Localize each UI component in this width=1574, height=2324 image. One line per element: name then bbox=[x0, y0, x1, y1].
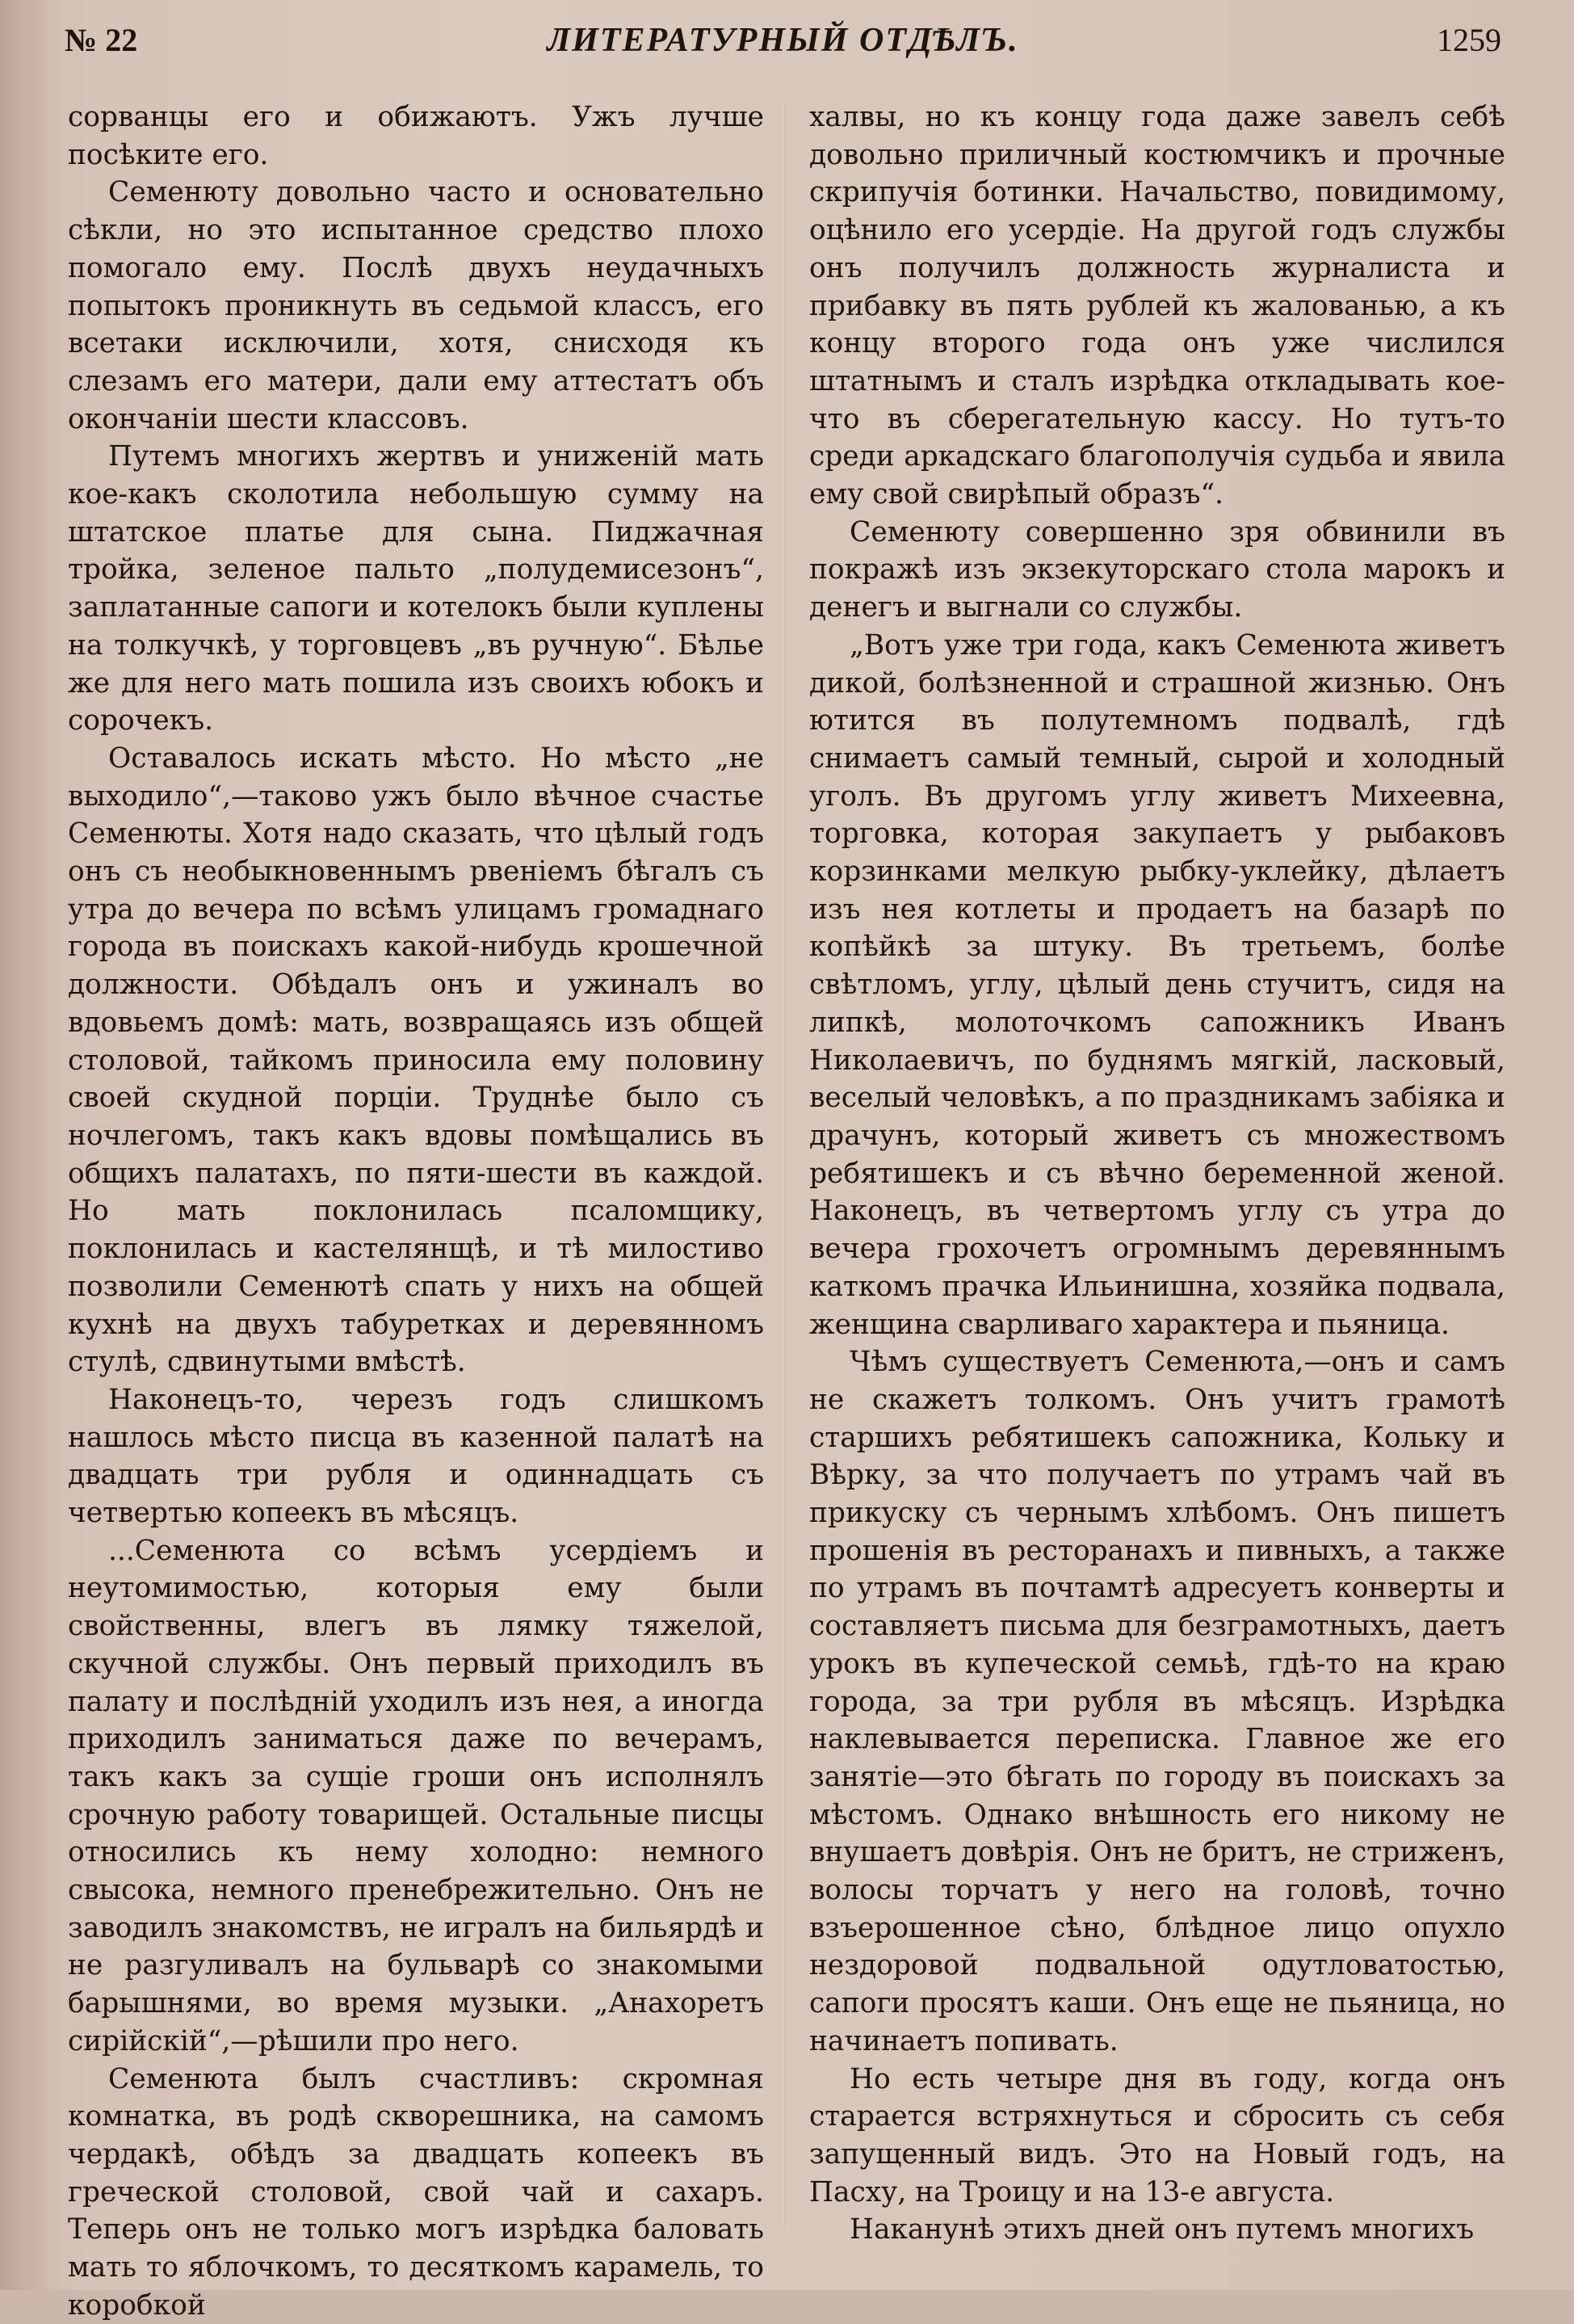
paragraph: Но есть четыре дня въ году, когда онъ старается встряхнуться и сбросить съ себя запущенный видъ. Это на Новый годъ, на Пасху, на Троицу и на 13-е августа. bbox=[809, 2062, 1505, 2208]
left-column bbox=[68, 99, 764, 2322]
paragraph: „Вотъ уже три года, какъ Семенюта живетъ дикой, болѣзненной и страшной жизнью. Онъ ютится въ полутемномъ подвалѣ, гдѣ снимаетъ самый темный, сырой и холодный уголъ. Въ другомъ углу живетъ Михеевна, торговка, которая закупаетъ у рыбаковъ корзинками мелкую рыбку-уклейку, дѣлаетъ изъ нея котлеты и продаетъ на базарѣ по копѣйкѣ за штуку. Въ третьемъ, болѣе свѣтломъ, углу, цѣлый день стучитъ, сидя на липкѣ, молоточкомъ сапожникъ Иванъ Николаевичъ, по буднямъ мягкій, ласковый, веселый человѣкъ, а по праздникамъ забіяка и драчунъ, который живетъ съ множествомъ ребятишекъ и съ вѣчно беременной женой. Наконецъ, въ четвертомъ углу съ утра до вечера грохочетъ огромнымъ деревяннымъ каткомъ прачка Ильинишна, хозяйка подвала, женщина сварливаго характера и пьяница. bbox=[809, 628, 1505, 1341]
page-number: 1259 bbox=[1437, 22, 1501, 58]
issue-number: № 22 bbox=[65, 22, 138, 58]
paragraph: сорванцы его и обижаютъ. Ужъ лучше посѣките его. bbox=[68, 101, 764, 171]
page-header bbox=[65, 21, 1501, 69]
right-column bbox=[809, 99, 1505, 2271]
paragraph: Чѣмъ существуетъ Семенюта,—онъ и самъ не скажетъ толкомъ. Онъ учитъ грамотѣ старшихъ ребятишекъ сапожника, Кольку и Вѣрку, за что получаетъ по утрамъ чай въ прикуску съ чернымъ хлѣбомъ. Онъ пишетъ прошенія въ ресторанахъ и пивныхъ, а также по утрамъ въ почтамтѣ адресуетъ конверты и составляетъ письма для безграмотныхъ, даетъ урокъ въ купеческой семьѣ, гдѣ-то на краю города, за три рубля въ мѣсяцъ. Изрѣдка наклевывается переписка. Главное же его занятіе—это бѣгать по городу въ поискахъ за мѣстомъ. Однако внѣшность его никому не внушаетъ довѣрія. Онъ не бритъ, не стриженъ, волосы торчатъ у него на головѣ, точно взъерошенное сѣно, блѣдное лицо опухло нездоровой подвальной одутловатостью, сапоги просятъ каши. Онъ еще не пьяница, но начинаетъ попивать. bbox=[809, 1346, 1505, 2057]
section-title: ЛИТЕРАТУРНЫЙ ОТДѢЛЪ. bbox=[547, 22, 1019, 59]
column-gutter bbox=[785, 99, 786, 2231]
paragraph: Путемъ многихъ жертвъ и униженій мать кое-какъ сколотила небольшую сумму на штатское платье для сына. Пиджачная тройка, зеленое пальто „полудемисезонъ“, заплатанные сапоги и котелокъ были куплены на толкучкѣ, у торговцевъ „въ ручную“. Бѣлье же для него мать пошила изъ своихъ юбокъ и сорочекъ. bbox=[68, 440, 764, 738]
paragraph: Наконецъ-то, черезъ годъ слишкомъ нашлось мѣсто писца въ казенной палатѣ на двадцать три рубля и одиннадцать съ четвертью копеекъ въ мѣсяцъ. bbox=[68, 1383, 764, 1530]
paragraph: Оставалось искать мѣсто. Но мѣсто „не выходило“,—таково ужъ было вѣчное счастье Семенюты. Хотя надо сказать, что цѣлый годъ онъ съ необыкновеннымъ рвеніемъ бѣгалъ съ утра до вечера по всѣмъ улицамъ громаднаго города въ поискахъ какой-нибудь крошечной должности. Обѣдалъ онъ и ужиналъ во вдовьемъ домѣ: мать, возвращаясь изъ общей столовой, тайкомъ приносила ему половину своей скудной порціи. Труднѣе было съ ночлегомъ, такъ какъ вдовы помѣщались въ общихъ палатахъ, по пяти-шести въ каждой. Но мать поклонилась псаломщику, поклонилась и кастелянщѣ, и тѣ милостиво позволили Семенютѣ спать у нихъ на общей кухнѣ на двухъ табуретках и деревянномъ стулѣ, сдвинутыми вмѣстѣ. bbox=[68, 742, 764, 1379]
paragraph: халвы, но къ концу года даже завелъ себѣ довольно приличный костюмчикъ и прочные скрипучія ботинки. Начальство, повидимому, оцѣнило его усердіе. На другой годъ службы онъ получилъ должность журналиста и прибавку въ пять рублей къ жалованью, а къ концу второго года онъ уже числился штатнымъ и сталъ изрѣдка откладывать кое-что въ сберегательную кассу. Но тутъ-то среди аркадскаго благополучія судьба и явила ему свой свирѣпый образъ“. bbox=[809, 101, 1505, 511]
paragraph: ...Семенюта со всѣмъ усердіемъ и неутомимостью, которыя ему были свойственны, влегъ въ лямку тяжелой, скучной службы. Онъ первый приходилъ въ палату и послѣдній уходилъ изъ нея, а иногда приходилъ заниматься даже по вечерамъ, такъ какъ за сущіе гроши онъ исполнялъ срочную работу товарищей. Остальные писцы относились къ нему холодно: немного свысока, немного пренебрежительно. Онъ не заводилъ знакомствъ, не игралъ на бильярдѣ и не разгуливалъ на бульварѣ со знакомыми барышнями, во время музыки. „Анахоретъ сирійскій“,—рѣшили про него. bbox=[68, 1534, 764, 2057]
paragraph: Семенюту совершенно зря обвинили въ покражѣ изъ экзекуторскаго стола марокъ и денегъ и выгнали со службы. bbox=[809, 515, 1505, 624]
paragraph: Семенюта былъ счастливъ: скромная комнатка, въ родѣ скворешника, на самомъ чердакѣ, обѣдъ за двадцать копеекъ въ греческой столовой, свой чай и сахаръ. Теперь онъ не только могъ изрѣдка баловать мать то яблочкомъ, то десяткомъ карамель, то коробкой bbox=[68, 2062, 764, 2322]
paragraph: Наканунѣ этихъ дней онъ путемъ многихъ bbox=[850, 2213, 1475, 2246]
paragraph: Семенюту довольно часто и основательно сѣкли, но это испытанное средство плохо помогало ему. Послѣ двухъ неудачныхъ попытокъ проникнуть въ седьмой классъ, его всетаки исключили, хотя, снисходя къ слезамъ его матери, дали ему аттестатъ объ окончаніи шести классовъ. bbox=[68, 176, 764, 435]
